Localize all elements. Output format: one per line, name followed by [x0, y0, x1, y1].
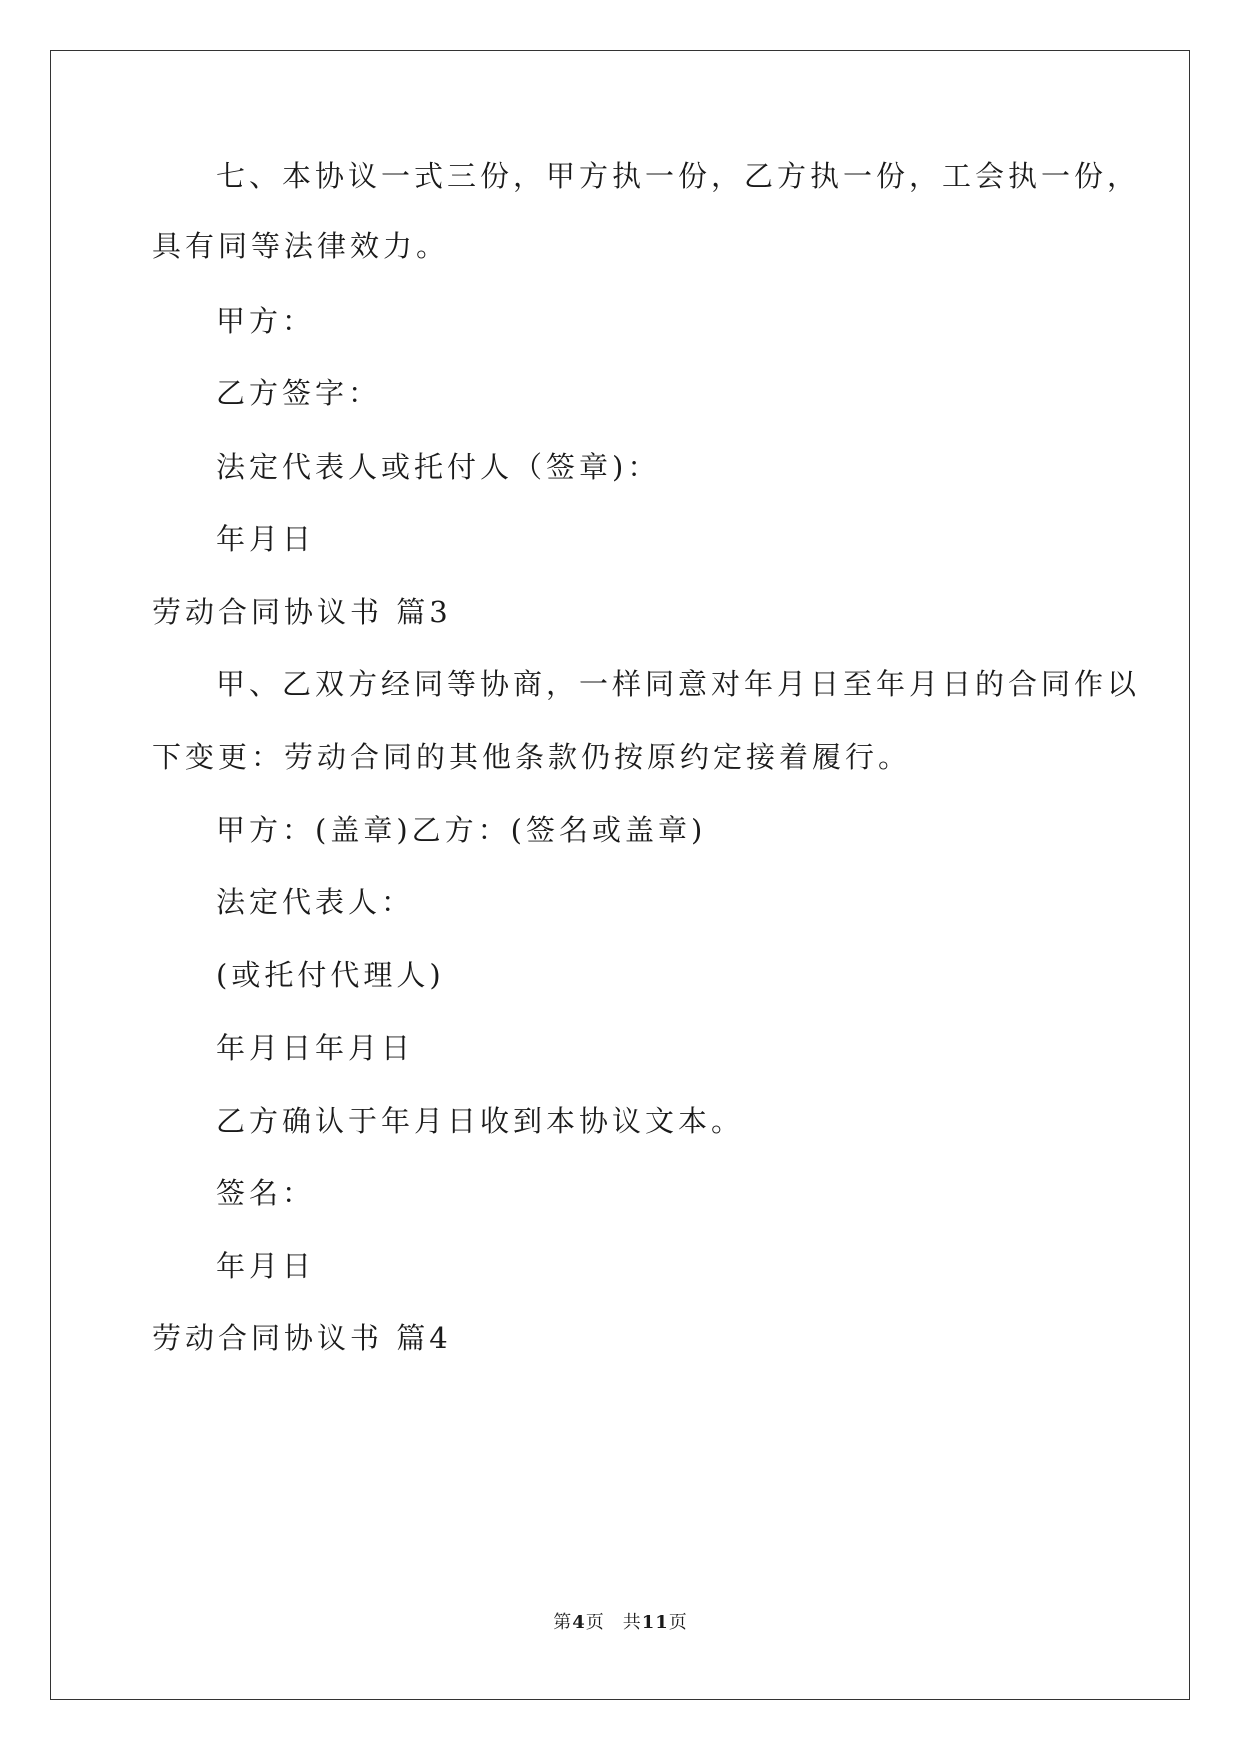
paragraph-clause-7: 七、本协议一式三份，甲方执一份，乙方执一份，工会执一份， — [216, 159, 1141, 193]
section-heading-3: 劳动合同协议书 篇3 — [152, 595, 452, 629]
date-line-2: 年月日 — [216, 1249, 316, 1283]
dual-date-line: 年月日年月日 — [216, 1031, 415, 1065]
signature-label: 签名： — [216, 1176, 316, 1210]
section-heading-4: 劳动合同协议书 篇4 — [152, 1321, 452, 1355]
total-pages: 11 — [641, 1612, 669, 1633]
page-prefix: 第 — [553, 1612, 573, 1633]
legal-representative-line: 法定代表人： — [216, 885, 415, 919]
paragraph-change-agreement: 甲、乙双方经同等协商，一样同意对年月日至年月日的合同作以 — [216, 667, 1141, 701]
paragraph-clause-7-continued: 具有同等法律效力。 — [152, 229, 450, 263]
page-frame — [50, 50, 1190, 1700]
date-line: 年月日 — [216, 522, 316, 556]
page-suffix: 页 — [585, 1612, 605, 1633]
party-signature-line: 甲方：(盖章)乙方：(签名或盖章) — [216, 813, 707, 847]
receipt-confirmation: 乙方确认于年月日收到本协议文本。 — [216, 1104, 745, 1138]
legal-representative-label: 法定代表人或托付人（签章)： — [216, 450, 661, 484]
page-footer — [0, 1608, 1241, 1634]
total-prefix: 共 — [622, 1612, 642, 1633]
party-b-signature-label: 乙方签字： — [216, 376, 382, 410]
party-a-label: 甲方： — [216, 304, 316, 338]
page-number: 4 — [572, 1612, 586, 1633]
paragraph-change-agreement-continued: 下变更：劳动合同的其他条款仍按原约定接着履行。 — [152, 740, 912, 774]
authorized-agent-line: (或托付代理人) — [216, 958, 445, 992]
total-suffix: 页 — [668, 1612, 688, 1633]
